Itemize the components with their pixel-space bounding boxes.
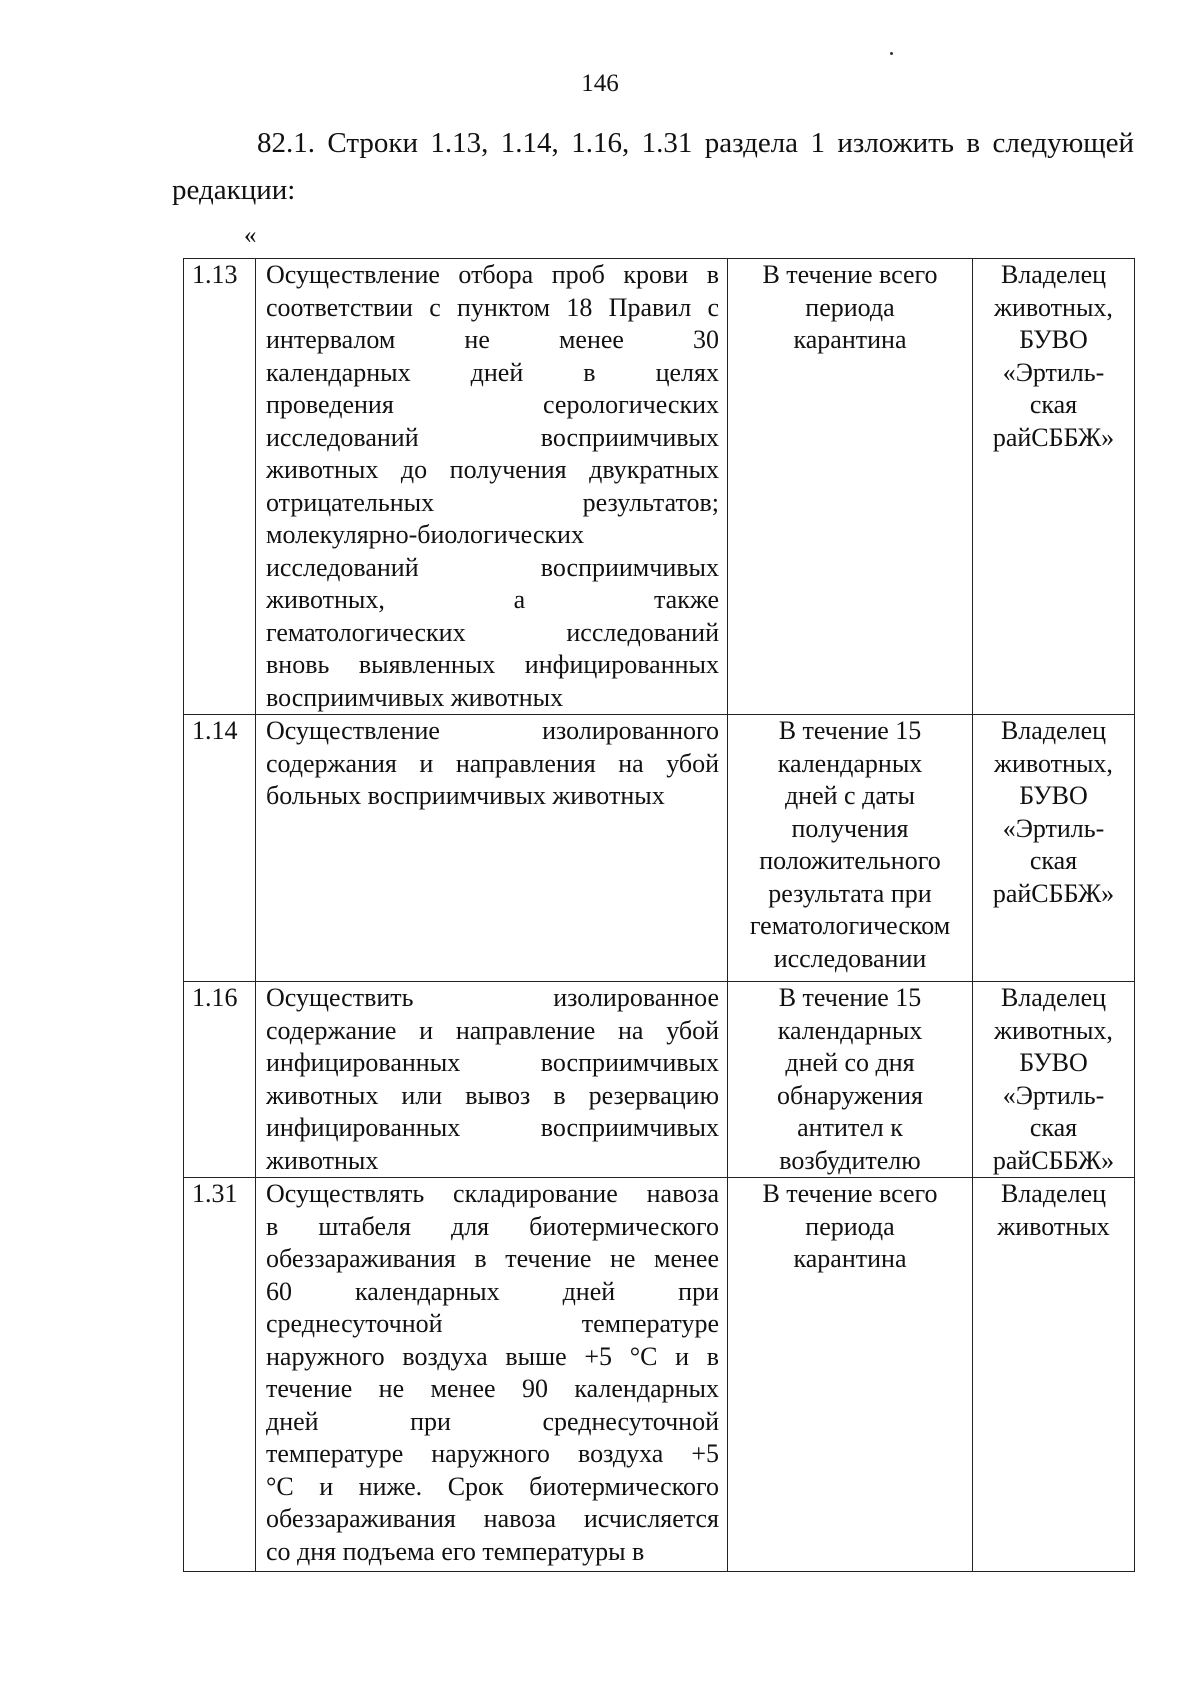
measure-cell bbox=[256, 715, 728, 982]
term-cell-line: положительного bbox=[759, 846, 941, 875]
term-cell-line: календарных bbox=[777, 748, 923, 778]
measure-cell-line: со дня подъема его температуры в bbox=[266, 1536, 645, 1566]
responsible-cell-line: ская bbox=[1029, 846, 1078, 875]
term-cell-line: исследовании bbox=[773, 943, 927, 973]
responsible-cell-line: райСББЖ» bbox=[992, 878, 1115, 908]
term-cell-line: антител к bbox=[797, 1113, 903, 1142]
term-cell bbox=[728, 259, 973, 715]
term-cell-line: карантина bbox=[793, 1244, 907, 1273]
responsible-cell bbox=[973, 982, 1135, 1178]
responsible-cell-line: БУВО bbox=[1019, 781, 1088, 810]
responsible-cell-line: ская bbox=[1029, 1113, 1078, 1142]
measure-cell-line: соответствии с пунктом 18 Правил с bbox=[266, 292, 719, 322]
measure-cell-line: животных или вывоз в резервацию bbox=[266, 1080, 719, 1110]
measure-cell-line: содержания и направления на убой bbox=[266, 748, 719, 778]
measure-cell bbox=[256, 982, 728, 1178]
term-cell-line: периода bbox=[805, 1211, 895, 1241]
term-cell-line: дней с даты bbox=[784, 781, 916, 810]
measure-cell bbox=[256, 1178, 728, 1572]
intro-paragraph-line-1: 82.1. Строки 1.13, 1.14, 1.16, 1.31 раздела 1 изложить в следующей bbox=[257, 127, 1134, 159]
measure-cell bbox=[256, 259, 728, 715]
term-cell-line: результата при bbox=[768, 878, 932, 908]
term-cell-line: В течение 15 bbox=[778, 983, 922, 1012]
measure-cell-line: обеззараживания в течение не менее bbox=[266, 1244, 719, 1273]
responsible-cell-line: Владелец bbox=[1000, 1179, 1107, 1208]
term-cell-line: дней со дня bbox=[785, 1048, 915, 1077]
intro-paragraph-line-2: редакции: bbox=[172, 174, 296, 206]
term-cell-line: В течение всего bbox=[762, 1179, 938, 1208]
opening-quote-mark: « bbox=[244, 222, 257, 249]
measure-cell-line: течение не менее 90 календарных bbox=[266, 1374, 719, 1403]
table-row bbox=[184, 982, 1135, 1178]
measure-cell-line: гематологических исследований bbox=[266, 617, 719, 647]
responsible-cell-line: животных, bbox=[994, 1015, 1113, 1045]
measure-cell-line: больных восприимчивых животных bbox=[266, 781, 665, 810]
table-row bbox=[184, 715, 1135, 982]
measure-cell-line: отрицательных результатов; bbox=[266, 487, 719, 517]
measure-cell-line: Осуществление отбора проб крови в bbox=[266, 260, 719, 289]
measure-cell-line: 60 календарных дней при bbox=[266, 1276, 719, 1306]
table-row bbox=[184, 259, 1135, 715]
responsible-cell bbox=[973, 1178, 1135, 1572]
row-number-cell: 1.31 bbox=[184, 1178, 256, 1572]
term-cell-line: получения bbox=[791, 813, 909, 843]
term-cell bbox=[728, 715, 973, 982]
measure-cell-line: животных bbox=[266, 1145, 379, 1175]
measure-cell-line: исследований восприимчивых bbox=[266, 552, 719, 582]
responsible-cell-line: райСББЖ» bbox=[992, 1145, 1115, 1175]
term-cell-line: В течение всего bbox=[762, 260, 938, 289]
responsible-cell-line: ская bbox=[1029, 390, 1078, 419]
responsible-cell-line: Владелец bbox=[1000, 716, 1107, 745]
responsible-cell bbox=[973, 715, 1135, 982]
responsible-cell-line: «Эртиль- bbox=[1002, 1080, 1105, 1110]
row-number-cell: 1.16 bbox=[184, 982, 256, 1178]
measure-cell-line: интервалом не менее 30 bbox=[266, 325, 719, 354]
measure-cell-line: содержание и направление на убой bbox=[266, 1015, 719, 1045]
measure-cell-line: исследований восприимчивых bbox=[266, 422, 719, 452]
measure-cell-line: в штабеля для биотермического bbox=[266, 1211, 719, 1241]
table-body bbox=[184, 259, 1135, 1572]
responsible-cell-line: животных bbox=[997, 1211, 1110, 1241]
term-cell-line: В течение 15 bbox=[778, 716, 922, 745]
measure-cell-line: вновь выявленных инфицированных bbox=[266, 650, 719, 679]
responsible-cell-line: Владелец bbox=[1000, 260, 1107, 289]
responsible-cell-line: животных, bbox=[994, 748, 1113, 778]
responsible-cell-line: БУВО bbox=[1019, 325, 1088, 354]
measure-cell-line: °С и ниже. Срок биотермического bbox=[266, 1471, 719, 1501]
measure-cell-line: восприимчивых животных bbox=[266, 682, 564, 712]
measure-cell-line: животных, а также bbox=[266, 585, 719, 614]
term-cell bbox=[728, 982, 973, 1178]
amendment-table bbox=[183, 258, 1135, 1572]
measure-cell-line: температуре наружного воздуха +5 bbox=[266, 1439, 719, 1468]
responsible-cell-line: БУВО bbox=[1019, 1048, 1088, 1077]
term-cell-line: обнаружения bbox=[777, 1080, 923, 1110]
measure-cell-line: обеззараживания навоза исчисляется bbox=[266, 1504, 719, 1533]
measure-cell-line: Осуществить изолированное bbox=[266, 983, 719, 1012]
measure-cell-line: молекулярно-биологических bbox=[266, 520, 584, 549]
responsible-cell-line: «Эртиль- bbox=[1002, 813, 1105, 843]
term-cell-line: возбудителю bbox=[779, 1145, 921, 1175]
measure-cell-line: среднесуточной температуре bbox=[266, 1309, 719, 1338]
responsible-cell-line: Владелец bbox=[1000, 983, 1107, 1012]
measure-cell-line: инфицированных восприимчивых bbox=[266, 1048, 719, 1077]
measure-cell-line: Осуществлять складирование навоза bbox=[266, 1179, 719, 1208]
row-number-cell: 1.13 bbox=[184, 259, 256, 715]
measure-cell-line: инфицированных восприимчивых bbox=[266, 1113, 719, 1142]
measure-cell-line: наружного воздуха выше +5 °С и в bbox=[266, 1341, 719, 1371]
term-cell-line: периода bbox=[805, 292, 895, 322]
scan-dot-mark bbox=[890, 52, 893, 55]
measure-cell-line: Осуществление изолированного bbox=[266, 716, 719, 745]
measure-cell-line: животных до получения двукратных bbox=[266, 455, 719, 484]
row-number-cell: 1.14 bbox=[184, 715, 256, 982]
term-cell-line: календарных bbox=[777, 1015, 923, 1045]
term-cell-line: карантина bbox=[793, 325, 907, 354]
measure-cell-line: календарных дней в целях bbox=[266, 357, 719, 387]
responsible-cell-line: райСББЖ» bbox=[992, 422, 1115, 452]
responsible-cell-line: «Эртиль- bbox=[1002, 357, 1105, 387]
responsible-cell-line: животных, bbox=[994, 292, 1113, 322]
measure-cell-line: проведения серологических bbox=[266, 390, 719, 419]
term-cell-line: гематологическом bbox=[749, 911, 951, 940]
responsible-cell bbox=[973, 259, 1135, 715]
term-cell bbox=[728, 1178, 973, 1572]
measure-cell-line: дней при среднесуточной bbox=[266, 1406, 719, 1436]
page-number: 146 bbox=[581, 70, 619, 97]
table-row bbox=[184, 1178, 1135, 1572]
